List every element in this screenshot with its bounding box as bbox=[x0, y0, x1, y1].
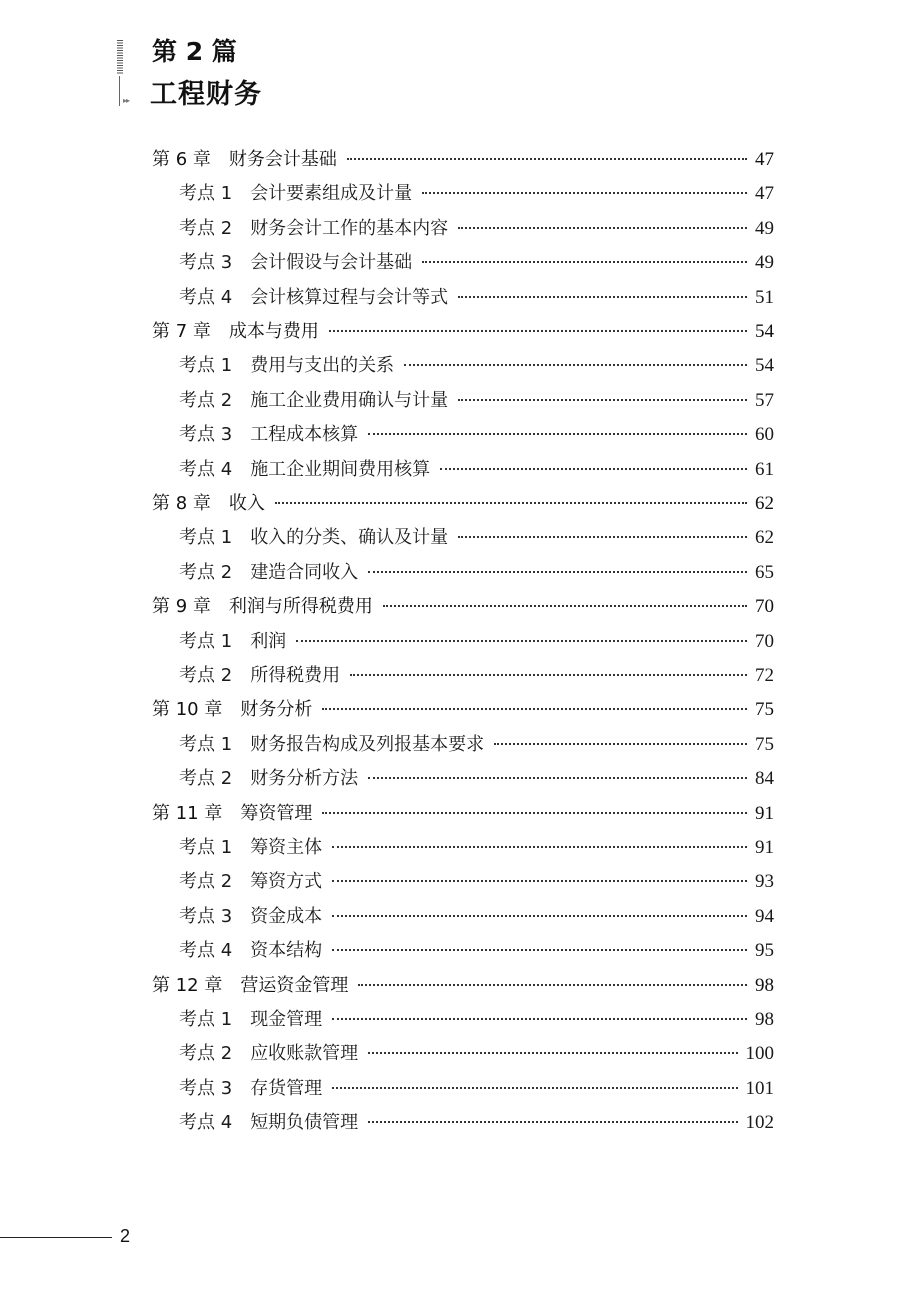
part-label: 第 2 篇 bbox=[152, 37, 237, 66]
section-title: 会计要素组成及计量 bbox=[250, 183, 413, 205]
dot-leader bbox=[332, 1087, 737, 1089]
page-ref: 51 bbox=[755, 286, 774, 308]
section-number: 考点 3 bbox=[179, 424, 233, 446]
dot-leader bbox=[368, 777, 747, 779]
toc-section-entry[interactable] bbox=[179, 938, 774, 964]
dot-leader bbox=[347, 158, 747, 160]
double-arrow-icon: ▸▸ bbox=[123, 96, 130, 105]
dot-leader bbox=[332, 846, 747, 848]
section-number: 考点 3 bbox=[179, 905, 233, 927]
chapter-title: 财务会计基础 bbox=[228, 149, 337, 170]
section-number: 考点 1 bbox=[179, 837, 233, 858]
page-ref: 75 bbox=[755, 733, 774, 755]
toc-section-entry[interactable] bbox=[179, 250, 774, 276]
dot-leader bbox=[458, 536, 747, 538]
dot-leader bbox=[383, 605, 747, 607]
page-ref: 91 bbox=[755, 837, 774, 858]
dot-leader bbox=[332, 1018, 747, 1020]
section-title: 资本结构 bbox=[250, 940, 323, 962]
toc-chapter-entry[interactable] bbox=[152, 973, 774, 999]
section-number: 考点 1 bbox=[179, 183, 233, 205]
section-number: 考点 2 bbox=[179, 561, 233, 583]
page-ref: 47 bbox=[755, 183, 774, 205]
section-title: 财务报告构成及列报基本要求 bbox=[250, 733, 485, 755]
section-number: 考点 1 bbox=[179, 355, 233, 377]
footer-rule bbox=[0, 1237, 112, 1238]
toc-chapter-entry[interactable] bbox=[152, 801, 774, 827]
section-title: 所得税费用 bbox=[250, 665, 341, 686]
section-number: 考点 1 bbox=[179, 630, 233, 652]
page-ref: 62 bbox=[755, 493, 774, 514]
section-number: 考点 4 bbox=[179, 1112, 233, 1134]
page-ref: 101 bbox=[745, 1077, 774, 1099]
section-number: 考点 1 bbox=[179, 1009, 233, 1030]
dot-leader bbox=[458, 296, 747, 298]
section-title: 施工企业期间费用核算 bbox=[250, 458, 431, 480]
page-ref: 75 bbox=[755, 699, 774, 721]
chapter-number: 第 8 章 bbox=[152, 493, 211, 514]
chapter-number: 第 9 章 bbox=[152, 596, 211, 618]
section-title: 短期负债管理 bbox=[250, 1112, 359, 1134]
dot-leader bbox=[275, 502, 747, 504]
toc-chapter-entry[interactable] bbox=[152, 491, 774, 517]
page-ref: 98 bbox=[755, 974, 774, 996]
dot-leader bbox=[329, 330, 747, 332]
dot-leader bbox=[458, 227, 747, 229]
section-title: 利润 bbox=[250, 630, 287, 652]
page-ref: 47 bbox=[755, 149, 774, 170]
page-ref: 60 bbox=[755, 424, 774, 446]
toc-section-entry[interactable] bbox=[179, 835, 774, 861]
toc-section-entry[interactable] bbox=[179, 869, 774, 895]
toc-section-entry[interactable] bbox=[179, 216, 774, 242]
toc-section-entry[interactable] bbox=[179, 353, 774, 379]
page-ref: 100 bbox=[745, 1043, 774, 1065]
section-title: 工程成本核算 bbox=[250, 424, 359, 446]
dot-leader bbox=[322, 708, 747, 710]
chapter-title: 营运资金管理 bbox=[240, 974, 349, 996]
section-number: 考点 2 bbox=[179, 389, 233, 411]
chapter-number: 第 10 章 bbox=[152, 699, 223, 721]
page-ref: 98 bbox=[755, 1009, 774, 1030]
dot-leader bbox=[368, 571, 747, 573]
dot-leader bbox=[458, 399, 747, 401]
section-number: 考点 3 bbox=[179, 1077, 233, 1099]
section-title: 筹资方式 bbox=[250, 871, 323, 893]
chapter-title: 筹资管理 bbox=[240, 802, 313, 824]
section-number: 考点 2 bbox=[179, 871, 233, 893]
section-title: 收入的分类、确认及计量 bbox=[250, 527, 449, 549]
section-number: 考点 2 bbox=[179, 1043, 233, 1065]
chapter-title: 收入 bbox=[228, 493, 265, 514]
page-number: 2 bbox=[120, 1226, 131, 1246]
dot-leader bbox=[368, 433, 747, 435]
page-ref: 49 bbox=[755, 217, 774, 239]
dot-leader bbox=[422, 192, 747, 194]
section-number: 考点 1 bbox=[179, 733, 233, 755]
dot-leader bbox=[350, 674, 747, 676]
section-number: 考点 2 bbox=[179, 768, 233, 790]
section-title: 应收账款管理 bbox=[250, 1043, 359, 1065]
toc-section-entry[interactable] bbox=[179, 285, 774, 311]
section-number: 考点 2 bbox=[179, 665, 233, 686]
dot-leader bbox=[440, 468, 747, 470]
toc-section-entry[interactable] bbox=[179, 766, 774, 792]
page-ref: 57 bbox=[755, 389, 774, 411]
toc-chapter-entry[interactable] bbox=[152, 147, 774, 173]
part-title: 工程财务 bbox=[150, 79, 262, 110]
dot-leader bbox=[422, 261, 747, 263]
dot-leader bbox=[404, 364, 747, 366]
toc-section-entry[interactable] bbox=[179, 1041, 774, 1067]
toc-section-entry[interactable] bbox=[179, 560, 774, 586]
page-ref: 102 bbox=[745, 1112, 774, 1134]
chapter-number: 第 6 章 bbox=[152, 149, 211, 170]
chapter-number: 第 12 章 bbox=[152, 974, 223, 996]
page-ref: 49 bbox=[755, 252, 774, 274]
section-title: 费用与支出的关系 bbox=[250, 355, 395, 377]
section-number: 考点 4 bbox=[179, 458, 233, 480]
section-number: 考点 4 bbox=[179, 286, 233, 308]
section-title: 财务分析方法 bbox=[250, 768, 359, 790]
dot-leader bbox=[332, 949, 747, 951]
dot-leader bbox=[494, 743, 747, 745]
page-ref: 94 bbox=[755, 905, 774, 927]
dot-leader bbox=[368, 1052, 737, 1054]
dot-leader bbox=[322, 812, 747, 814]
toc-section-entry[interactable] bbox=[179, 1076, 774, 1102]
toc-chapter-entry[interactable] bbox=[152, 697, 774, 723]
section-number: 考点 2 bbox=[179, 217, 233, 239]
section-title: 会计假设与会计基础 bbox=[250, 252, 413, 274]
page-ref: 61 bbox=[755, 458, 774, 480]
toc-section-entry[interactable] bbox=[179, 1007, 774, 1033]
page-ref: 62 bbox=[755, 527, 774, 549]
chapter-title: 财务分析 bbox=[240, 699, 313, 721]
section-number: 考点 1 bbox=[179, 527, 233, 549]
section-title: 筹资主体 bbox=[250, 837, 323, 858]
toc-section-entry[interactable] bbox=[179, 1110, 774, 1136]
page-ref: 72 bbox=[755, 665, 774, 686]
chapter-title: 成本与费用 bbox=[228, 321, 319, 342]
toc-section-entry[interactable] bbox=[179, 388, 774, 414]
dot-leader bbox=[296, 640, 747, 642]
section-number: 考点 3 bbox=[179, 252, 233, 274]
chapter-title: 利润与所得税费用 bbox=[228, 596, 373, 618]
dot-leader bbox=[332, 915, 747, 917]
page-ref: 84 bbox=[755, 768, 774, 790]
dot-leader bbox=[358, 984, 747, 986]
toc-chapter-entry[interactable] bbox=[152, 594, 774, 620]
toc-chapter-entry[interactable] bbox=[152, 319, 774, 345]
toc-section-entry[interactable] bbox=[179, 904, 774, 930]
section-title: 建造合同收入 bbox=[250, 561, 359, 583]
toc-section-entry[interactable] bbox=[179, 663, 774, 689]
toc-section-entry[interactable] bbox=[179, 525, 774, 551]
section-title: 会计核算过程与会计等式 bbox=[250, 286, 449, 308]
chapter-number: 第 7 章 bbox=[152, 321, 211, 342]
section-title: 存货管理 bbox=[250, 1077, 323, 1099]
page-ref: 65 bbox=[755, 561, 774, 583]
toc-section-entry[interactable] bbox=[179, 181, 774, 207]
dot-leader bbox=[368, 1121, 737, 1123]
page-ref: 93 bbox=[755, 871, 774, 893]
chapter-number: 第 11 章 bbox=[152, 802, 223, 824]
section-number: 考点 4 bbox=[179, 940, 233, 962]
section-title: 财务会计工作的基本内容 bbox=[250, 217, 449, 239]
section-title: 施工企业费用确认与计量 bbox=[250, 389, 449, 411]
toc-section-entry[interactable] bbox=[179, 629, 774, 655]
page-ref: 95 bbox=[755, 940, 774, 962]
toc-section-entry[interactable] bbox=[179, 732, 774, 758]
page-ref: 70 bbox=[755, 630, 774, 652]
dot-leader bbox=[332, 880, 747, 882]
section-title: 资金成本 bbox=[250, 905, 323, 927]
page-ref: 54 bbox=[755, 321, 774, 342]
page-ref: 54 bbox=[755, 355, 774, 377]
section-title: 现金管理 bbox=[250, 1009, 323, 1030]
page-ref: 70 bbox=[755, 596, 774, 618]
toc-section-entry[interactable] bbox=[179, 422, 774, 448]
page-ref: 91 bbox=[755, 802, 774, 824]
toc-section-entry[interactable] bbox=[179, 457, 774, 483]
